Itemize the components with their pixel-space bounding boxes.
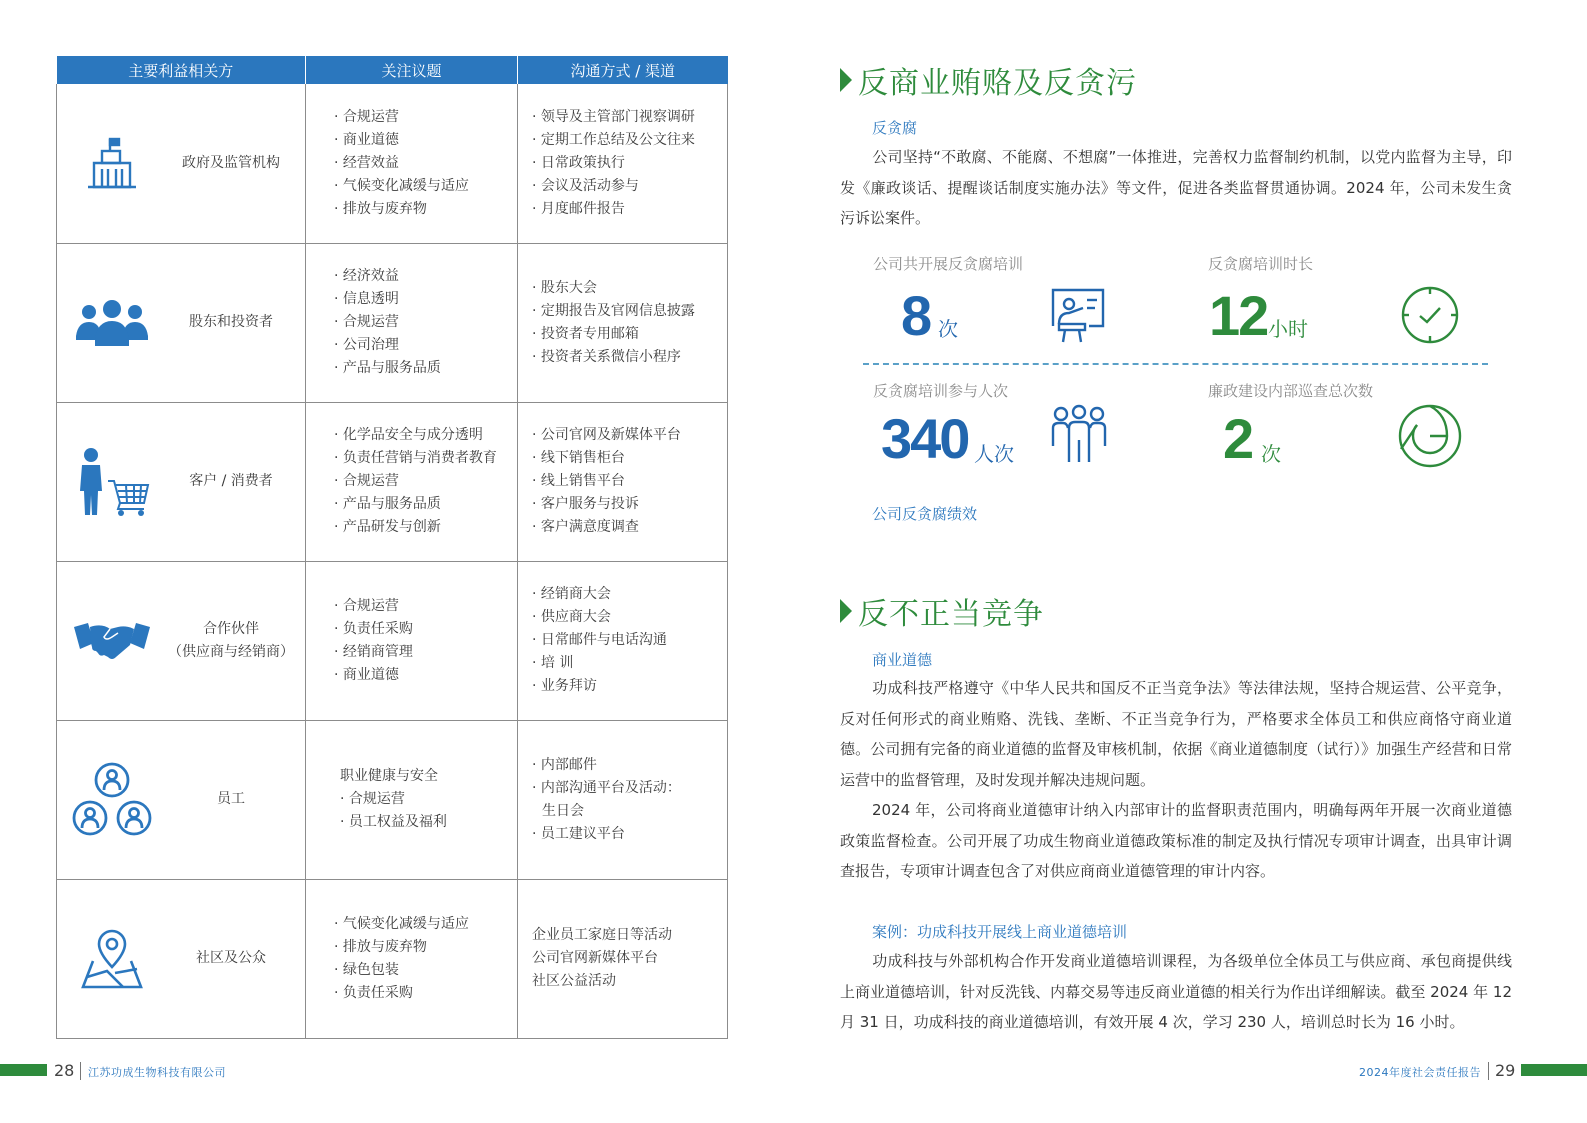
inspection-cycle-icon — [1397, 403, 1463, 473]
stat-label: 公司共开展反贪腐培训 — [873, 255, 1024, 273]
list-item: · 经营效益 — [334, 152, 517, 175]
footer-bar — [1521, 1064, 1587, 1076]
stat-value: 8 — [901, 284, 931, 347]
subsection-heading: 反贪腐 — [872, 119, 918, 137]
list-item: · 负责任采购 — [334, 618, 517, 641]
list-item: 生日会 — [542, 802, 584, 819]
list-item: · 经销商管理 — [334, 641, 517, 664]
paragraph: 公司坚持“不敢腐、不能腐、不想腐”一体推进，完善权力监督制约机制，以党内监督为主导，印发《廉政谈话、提醒谈话制度实施办法》等文件，促进各类监督贯通协调。2024 年，公司未发生贪污诉讼案件。 — [840, 148, 1512, 227]
footer-divider — [80, 1062, 81, 1080]
stat-value: 340 — [881, 407, 969, 470]
list-item: · 气候变化减缓与适应 — [334, 175, 517, 198]
list-item: · 领导及主管部门视察调研 — [532, 106, 727, 129]
stakeholder-name: 股东和投资者 — [189, 314, 273, 330]
stakeholder-table — [56, 56, 728, 1039]
table-row — [57, 561, 728, 720]
divider-line — [863, 363, 1488, 365]
list-item: · 经销商大会 — [532, 583, 727, 606]
list-item: · 产品与服务品质 — [334, 493, 517, 516]
participants-group-icon — [1051, 404, 1107, 468]
stat-label: 反贪腐培训参与人次 — [873, 382, 1009, 400]
channels-list — [518, 424, 727, 539]
list-item: · 线上销售平台 — [532, 470, 727, 493]
stat-unit: 人次 — [974, 442, 1014, 466]
stat-value: 2 — [1223, 407, 1253, 470]
company-name: 江苏功成生物科技有限公司 — [88, 1066, 226, 1079]
list-item: · 内部沟通平台及活动： — [532, 777, 727, 800]
page-number: 28 — [54, 1061, 75, 1080]
list-item: · 客户满意度调查 — [532, 516, 727, 539]
stat-unit: 次 — [938, 317, 958, 341]
list-item: · 股东大会 — [532, 277, 727, 300]
community-map-pin-icon — [57, 927, 167, 991]
list-item: · 合规运营 — [334, 595, 517, 618]
table-row — [57, 402, 728, 561]
list-item: 社区公益活动 — [532, 973, 616, 989]
list-item: · 负责任营销与消费者教育 — [334, 447, 517, 470]
list-item: 职业健康与安全 — [340, 768, 438, 784]
footer-divider — [1488, 1062, 1489, 1080]
channels-list — [518, 277, 727, 369]
list-item: 企业员工家庭日等活动 — [532, 927, 672, 943]
list-item: · 投资者专用邮箱 — [532, 323, 727, 346]
list-item: · 商业道德 — [334, 129, 517, 152]
list-item: · 日常邮件与电话沟通 — [532, 629, 727, 652]
table-header: 关注议题 — [306, 56, 518, 84]
stakeholder-name: 客户 / 消费者 — [189, 473, 273, 489]
shareholders-group-icon — [57, 300, 167, 346]
table-header: 主要利益相关方 — [57, 56, 306, 84]
clock-icon — [1400, 285, 1460, 349]
stat-value: 12 — [1209, 284, 1268, 347]
stat-label: 廉政建设内部巡查总次数 — [1208, 382, 1374, 400]
list-item: · 员工权益及福利 — [340, 811, 517, 834]
list-item: · 排放与废弃物 — [334, 198, 517, 221]
footer-bar — [0, 1064, 47, 1076]
report-title: 2024年度社会责任报告 — [1359, 1066, 1481, 1079]
list-item: · 供应商大会 — [532, 606, 727, 629]
triangle-marker-icon — [840, 599, 852, 623]
section-title: 反不正当竞争 — [840, 589, 1044, 633]
list-item: · 投资者关系微信小程序 — [532, 346, 727, 369]
list-item: · 线下销售柜台 — [532, 447, 727, 470]
list-item: · 公司治理 — [334, 334, 517, 357]
topics-list — [306, 265, 517, 380]
triangle-marker-icon — [840, 68, 852, 92]
channels-list — [518, 924, 727, 993]
customer-cart-icon — [57, 447, 167, 517]
government-building-icon — [57, 135, 167, 191]
list-item: 公司官网新媒体平台 — [532, 950, 658, 966]
list-item: · 合规运营 — [334, 470, 517, 493]
list-item: · 化学品安全与成分透明 — [334, 424, 517, 447]
list-item: · 信息透明 — [334, 288, 517, 311]
page-number: 29 — [1495, 1061, 1516, 1080]
list-item: · 员工建议平台 — [532, 823, 727, 846]
table-row — [57, 84, 728, 243]
topics-list — [306, 765, 517, 834]
table-row — [57, 879, 728, 1038]
stakeholder-name: 社区及公众 — [196, 950, 266, 966]
list-item: · 产品研发与创新 — [334, 516, 517, 539]
list-item: · 绿色包装 — [334, 959, 517, 982]
channels-list — [518, 754, 727, 846]
table-row — [57, 720, 728, 879]
paragraph: 功成科技严格遵守《中华人民共和国反不正当竞争法》等法律法规，坚持合规运营、公平竞争，反对任何形式的商业贿赂、洗钱、垄断、不正当竞争行为，严格要求全体员工和供应商恪守商业道德。公司拥有完备的商业道德的监督及审核机制，依据《商业道德制度（试行）》加强生产经营和日常运营中的监督管理，及时发现并解决违规问题。 — [840, 679, 1512, 789]
table-header: 沟通方式 / 渠道 — [518, 56, 728, 84]
list-item: · 客户服务与投诉 — [532, 493, 727, 516]
table-row — [57, 243, 728, 402]
list-item: · 合规运营 — [334, 106, 517, 129]
list-item: · 经济效益 — [334, 265, 517, 288]
list-item: · 业务拜访 — [532, 675, 727, 698]
paragraph: 功成科技与外部机构合作开发商业道德培训课程，为各级单位全体员工与供应商、承包商提供线上商业道德培训，针对反洗钱、内幕交易等违反商业道德的相关行为作出详细解读。截至 2024 年 12 月 31 日，功成科技的商业道德培训，有效开展 4 次，学习 230 人，培训总时长为 16 小时。 — [840, 952, 1512, 1031]
stat-label: 反贪腐培训时长 — [1208, 255, 1314, 273]
stakeholder-name: 合作伙伴 （供应商与经销商） — [168, 620, 294, 660]
list-item: · 产品与服务品质 — [334, 357, 517, 380]
subsection-heading: 商业道德 — [872, 651, 933, 669]
list-item: · 定期工作总结及公文往来 — [532, 129, 727, 152]
case-title: 案例：功成科技开展线上商业道德培训 — [872, 923, 1128, 941]
list-item: · 会议及活动参与 — [532, 175, 727, 198]
table-header-row — [57, 56, 728, 84]
handshake-icon — [57, 621, 167, 661]
channels-list — [518, 583, 727, 698]
topics-list — [306, 106, 517, 221]
stats-caption: 公司反贪腐绩效 — [872, 505, 978, 523]
stakeholder-name: 员工 — [217, 791, 245, 807]
list-item: · 排放与废弃物 — [334, 936, 517, 959]
topics-list — [306, 595, 517, 687]
employees-network-icon — [57, 762, 167, 838]
list-item: · 负责任采购 — [334, 982, 517, 1005]
list-item: · 商业道德 — [334, 664, 517, 687]
stat-unit: 次 — [1261, 442, 1281, 466]
list-item: · 日常政策执行 — [532, 152, 727, 175]
list-item: · 月度邮件报告 — [532, 198, 727, 221]
paragraph: 2024 年，公司将商业道德审计纳入内部审计的监督职责范围内，明确每两年开展一次商业道德政策监督检查。公司开展了功成生物商业道德政策标准的制定及执行情况专项审计调查，出具审计调查报告，专项审计调查包含了对供应商商业道德管理的审计内容。 — [840, 801, 1512, 880]
list-item: · 内部邮件 — [532, 754, 727, 777]
list-item: · 公司官网及新媒体平台 — [532, 424, 727, 447]
topics-list — [306, 424, 517, 539]
list-item: · 培 训 — [532, 652, 727, 675]
list-item: · 定期报告及官网信息披露 — [532, 300, 727, 323]
section-title: 反商业贿赂及反贪污 — [840, 58, 1137, 102]
list-item: · 合规运营 — [334, 311, 517, 334]
channels-list — [518, 106, 727, 221]
stat-unit: 小时 — [1268, 317, 1308, 341]
topics-list — [306, 913, 517, 1005]
list-item: · 气候变化减缓与适应 — [334, 913, 517, 936]
training-presentation-icon — [1049, 286, 1107, 348]
stakeholder-name: 政府及监管机构 — [182, 154, 280, 171]
list-item: · 合规运营 — [340, 788, 517, 811]
